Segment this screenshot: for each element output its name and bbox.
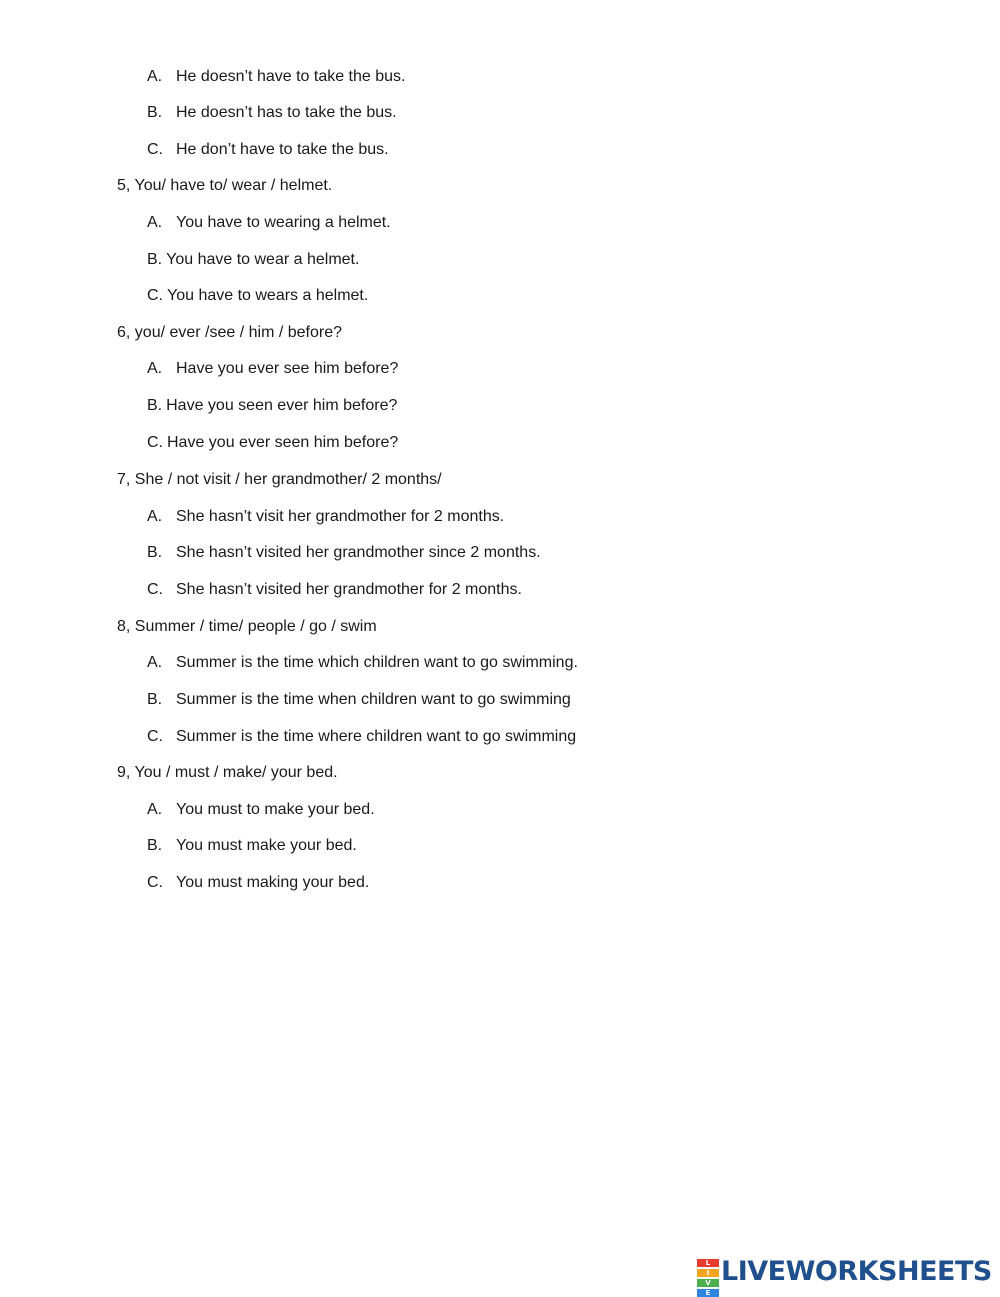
q5-option-a xyxy=(147,213,391,233)
q5-option-c xyxy=(147,286,368,306)
option-text: He doesn’t have to take the bus. xyxy=(176,68,406,85)
q6-option-b xyxy=(147,396,397,416)
logo-block: V xyxy=(697,1279,719,1287)
q9-option-a xyxy=(147,800,375,820)
q6-option-a xyxy=(147,359,398,379)
option-text: You must to make your bed. xyxy=(176,801,375,818)
q4-option-c xyxy=(147,140,389,160)
q7-option-b xyxy=(147,543,541,563)
q4-option-a xyxy=(147,67,405,87)
q8-option-a xyxy=(147,653,578,673)
option-text: She hasn’t visited her grandmother for 2 months. xyxy=(176,581,522,598)
q6-option-c xyxy=(147,433,398,453)
option-text: Summer is the time where children want to go swimming xyxy=(176,728,577,745)
option-letter: B. xyxy=(147,251,163,268)
option-letter: B. xyxy=(147,691,163,708)
q7-option-a xyxy=(147,507,504,527)
option-letter: C. xyxy=(147,141,163,158)
option-text: You have to wearing a helmet. xyxy=(176,214,391,231)
logo-block: E xyxy=(697,1289,719,1297)
q5-prompt: 5, You/ have to/ wear / helmet. xyxy=(117,177,333,194)
q9-option-b xyxy=(147,836,357,856)
q8-option-c xyxy=(147,727,576,747)
logo-text: LIVEWORKSHEETS xyxy=(721,1255,992,1287)
q5-option-b xyxy=(147,250,359,270)
option-letter: B. xyxy=(147,544,163,561)
option-letter: C. xyxy=(147,581,163,598)
q7-prompt: 7, She / not visit / her grandmother/ 2 months/ xyxy=(117,471,442,488)
q9-option-c xyxy=(147,873,369,893)
option-letter: A. xyxy=(147,801,163,818)
option-letter: B. xyxy=(147,837,163,854)
option-text: She hasn’t visit her grandmother for 2 months. xyxy=(176,508,505,525)
option-letter: C. xyxy=(147,287,163,304)
q8-prompt: 8, Summer / time/ people / go / swim xyxy=(117,618,377,635)
option-text: You must making your bed. xyxy=(176,874,370,891)
option-text: You have to wears a helmet. xyxy=(167,287,369,304)
option-letter: A. xyxy=(147,214,163,231)
option-text: Have you seen ever him before? xyxy=(166,397,398,414)
option-letter: B. xyxy=(147,397,163,414)
option-letter: C. xyxy=(147,434,163,451)
liveworksheets-logo xyxy=(697,1255,992,1297)
option-text: He doesn’t has to take the bus. xyxy=(176,104,397,121)
option-text: She hasn’t visited her grandmother since 2 months. xyxy=(176,544,541,561)
logo-block: I xyxy=(697,1269,719,1277)
option-letter: B. xyxy=(147,104,163,121)
option-text: You have to wear a helmet. xyxy=(166,251,360,268)
option-letter: A. xyxy=(147,68,163,85)
logo-blocks-icon xyxy=(697,1258,719,1297)
option-text: Summer is the time which children want to go swimming. xyxy=(176,654,578,671)
q4-option-b xyxy=(147,103,397,123)
option-text: He don’t have to take the bus. xyxy=(176,141,389,158)
option-text: Summer is the time when children want to go swimming xyxy=(176,691,571,708)
option-letter: C. xyxy=(147,728,163,745)
option-letter: C. xyxy=(147,874,163,891)
option-text: Have you ever see him before? xyxy=(176,360,399,377)
q7-option-c xyxy=(147,580,522,600)
option-letter: A. xyxy=(147,360,163,377)
option-letter: A. xyxy=(147,654,163,671)
option-letter: A. xyxy=(147,508,163,525)
option-text: Have you ever seen him before? xyxy=(167,434,399,451)
q6-prompt: 6, you/ ever /see / him / before? xyxy=(117,324,343,341)
option-text: You must make your bed. xyxy=(176,837,357,854)
logo-block: L xyxy=(697,1259,719,1267)
q9-prompt: 9, You / must / make/ your bed. xyxy=(117,764,338,781)
q8-option-b xyxy=(147,690,571,710)
